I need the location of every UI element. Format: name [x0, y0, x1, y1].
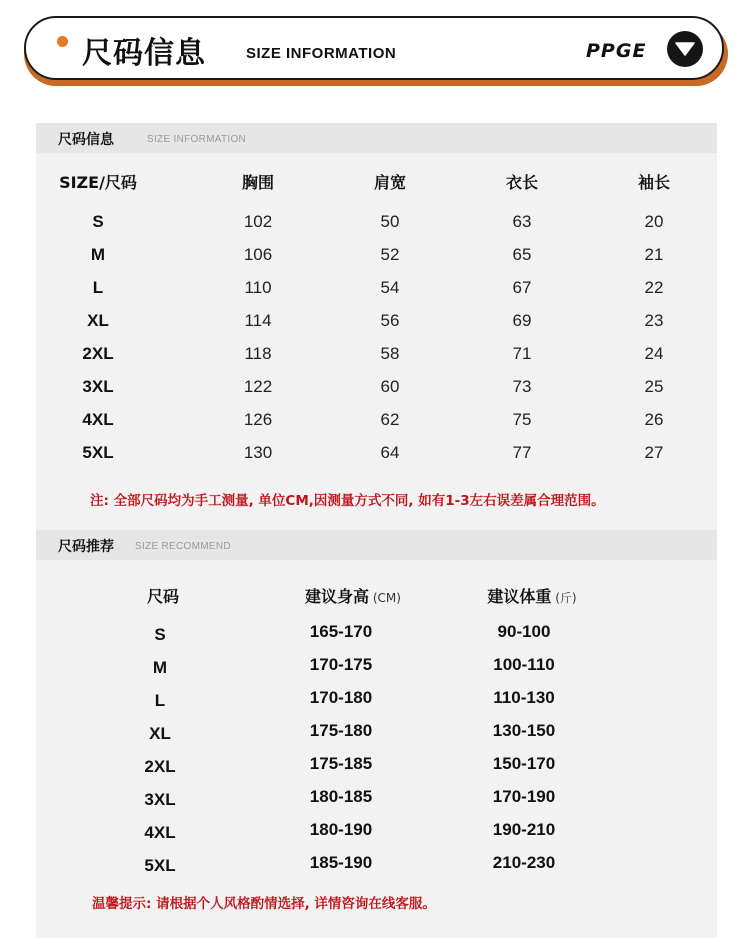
table-cell: 106 — [243, 245, 273, 264]
table-cell: 130 — [243, 443, 273, 462]
table-cell: 22 — [644, 278, 664, 297]
size-label: XL — [87, 311, 109, 330]
table-cell: 122 — [243, 377, 273, 396]
size-recommend-panel-header — [36, 530, 717, 560]
table-cell: 110 — [244, 278, 272, 297]
table-cell: 69 — [512, 311, 532, 330]
header-bar — [24, 16, 724, 80]
size-recommend-note: 温馨提示: 请根据个人风格酌情选择, 详情咨询在线客服。 — [92, 896, 436, 912]
column-header: 胸围 — [241, 173, 275, 192]
size-info-subtitle: SIZE INFORMATION — [147, 134, 247, 145]
table-cell: 52 — [380, 245, 400, 264]
header-subtitle: SIZE INFORMATION — [246, 45, 397, 62]
table-cell: 26 — [644, 410, 664, 429]
table-cell: 77 — [512, 443, 532, 462]
size-info-note: 注: 全部尺码均为手工测量, 单位CM,因测量方式不同, 如有1-3左右误差属合理范围。 — [90, 493, 605, 509]
height-range: 165-170 — [309, 622, 373, 641]
bullet-dot-icon — [57, 36, 68, 47]
table-cell: 64 — [380, 443, 400, 462]
header-title: 尺码信息 — [82, 36, 206, 71]
weight-range: 210-230 — [492, 853, 556, 872]
table-cell: 126 — [243, 410, 273, 429]
table-cell: 60 — [380, 377, 400, 396]
table-cell: 75 — [512, 410, 532, 429]
height-range: 170-175 — [309, 655, 373, 674]
size-label: 3XL — [144, 790, 176, 809]
table-cell: 56 — [380, 311, 400, 330]
table-cell: 71 — [512, 344, 532, 363]
table-cell: 23 — [644, 311, 664, 330]
height-range: 170-180 — [309, 688, 373, 707]
size-label: 5XL — [144, 856, 176, 875]
height-range: 175-180 — [309, 721, 373, 740]
column-unit: (CM) — [369, 591, 401, 605]
table-cell: 25 — [644, 377, 664, 396]
size-recommend-title: 尺码推荐 — [58, 539, 114, 555]
table-cell: 20 — [644, 212, 664, 231]
weight-range: 110-130 — [493, 688, 555, 707]
height-range: 185-190 — [309, 853, 373, 872]
size-label: 5XL — [82, 443, 114, 462]
table-cell: 65 — [512, 245, 532, 264]
column-header: 袖长 — [637, 173, 671, 192]
height-range: 180-185 — [309, 787, 373, 806]
column-header: 建议身高 (CM) — [305, 587, 401, 606]
column-header: 建议体重 (斤) — [487, 587, 577, 606]
table-cell: 27 — [644, 443, 664, 462]
size-info-title: 尺码信息 — [58, 132, 114, 148]
table-cell: 21 — [644, 245, 664, 264]
size-recommend-subtitle: SIZE RECOMMEND — [135, 541, 231, 552]
triangle-down-icon — [675, 42, 695, 56]
column-header: 衣长 — [505, 173, 539, 192]
weight-range: 90-100 — [497, 622, 551, 641]
size-label: M — [152, 658, 168, 677]
size-label: S — [92, 212, 104, 231]
size-label: 3XL — [82, 377, 114, 396]
table-cell: 114 — [244, 311, 272, 330]
size-label: 2XL — [144, 757, 176, 776]
size-label: 4XL — [144, 823, 176, 842]
column-header: SIZE/尺码 — [59, 173, 137, 192]
height-range: 180-190 — [309, 820, 373, 839]
table-cell: 54 — [380, 278, 400, 297]
table-cell: 24 — [644, 344, 664, 363]
table-cell: 73 — [512, 377, 532, 396]
column-header: 尺码 — [146, 587, 180, 606]
size-label: 4XL — [82, 410, 114, 429]
column-unit: (斤) — [551, 591, 577, 605]
size-label: XL — [149, 724, 171, 743]
weight-range: 130-150 — [492, 721, 556, 740]
table-cell: 50 — [380, 212, 400, 231]
size-label: L — [154, 691, 166, 710]
table-cell: 67 — [512, 278, 532, 297]
table-cell: 63 — [512, 212, 532, 231]
column-header: 肩宽 — [373, 173, 407, 192]
table-cell: 118 — [244, 344, 272, 363]
table-cell: 102 — [243, 212, 273, 231]
size-label: M — [90, 245, 106, 264]
dropdown-button[interactable] — [667, 31, 703, 67]
weight-range: 100-110 — [493, 655, 555, 674]
weight-range: 170-190 — [492, 787, 556, 806]
size-info-panel — [36, 123, 717, 530]
table-cell: 62 — [380, 410, 400, 429]
weight-range: 150-170 — [492, 754, 556, 773]
weight-range: 190-210 — [492, 820, 556, 839]
size-label: L — [92, 278, 104, 297]
height-range: 175-185 — [309, 754, 373, 773]
size-label: S — [154, 625, 166, 644]
brand-logo: PPGE — [586, 40, 647, 62]
size-recommend-panel — [36, 530, 717, 938]
size-label: 2XL — [82, 344, 114, 363]
table-cell: 58 — [380, 344, 400, 363]
size-info-panel-header — [36, 123, 717, 153]
